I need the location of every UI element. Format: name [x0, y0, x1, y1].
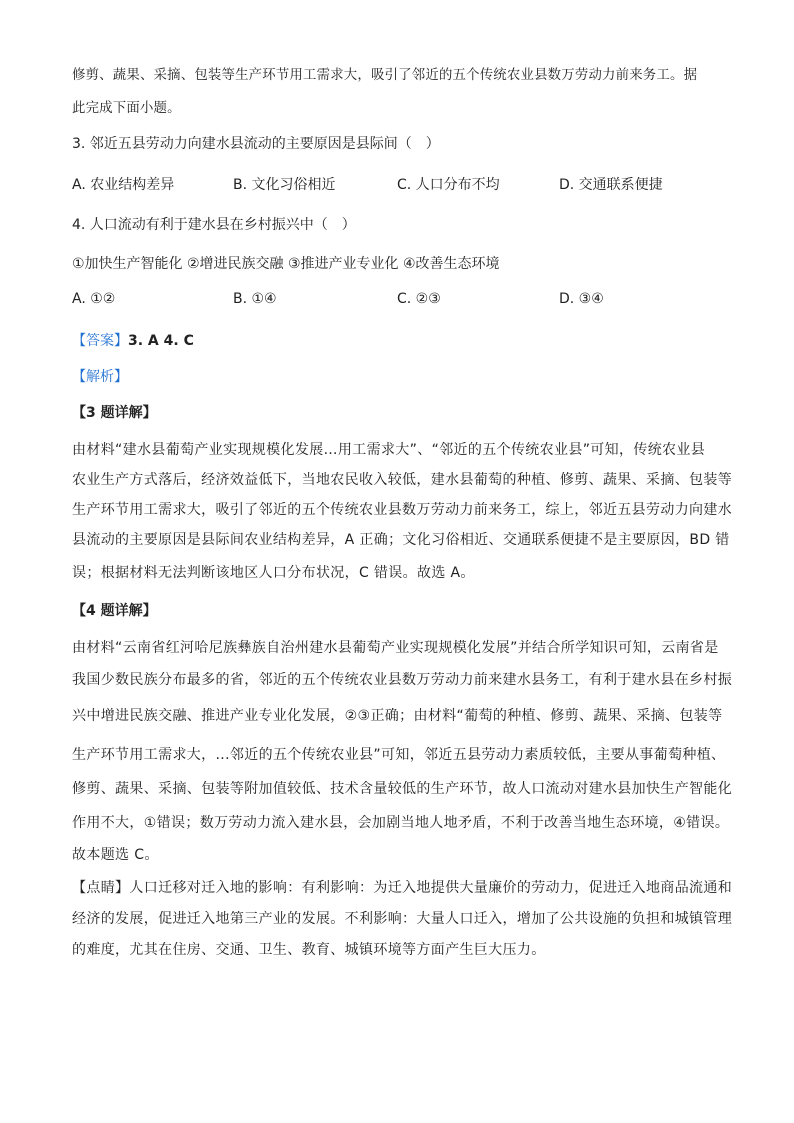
detail-4-line: 修剪、蔬果、采摘、包装等附加值较低、技术含量较低的生产环节，故人口流动对建水县加快生产智能化 [72, 781, 733, 797]
q4-option-d: D. ③④ [559, 291, 604, 307]
detail-4-line: 作用不大，①错误；数万劳动力流入建水县，会加剧当地人地矛盾，不利于改善当地生态环境，④错误。 [72, 815, 730, 831]
answer-value: 3. A 4. C [128, 333, 194, 349]
detail-3-line: 由材料“建水县葡萄产业实现规模化发展…用工需求大”、“邻近的五个传统农业县”可知，传统农业县 [72, 442, 706, 458]
detail-4-heading: 【4 题详解】 [72, 603, 157, 619]
q4-option-c: C. ②③ [397, 291, 441, 307]
note-line: 经济的发展，促进迁入地第三产业的发展。不利影响：大量人口迁入，增加了公共设施的负担和城镇管理 [72, 911, 733, 927]
detail-4-line: 故本题选 C。 [72, 847, 159, 863]
analysis-label: 【解析】 [72, 369, 128, 385]
detail-4-line: 生产环节用工需求大，...邻近的五个传统农业县”可知，邻近五县劳动力素质较低，主要从事葡萄种植、 [72, 747, 726, 763]
detail-4-line: 由材料“云南省红河哈尼族彝族自治州建水县葡萄产业实现规模化发展”并结合所学知识可知，云南省是 [72, 640, 719, 656]
question-3-stem: 3. 邻近五县劳动力向建水县流动的主要原因是县际间（ ） [72, 136, 440, 152]
q3-option-c: C. 人口分布不均 [397, 177, 500, 193]
q3-option-b: B. 文化习俗相近 [233, 177, 336, 193]
intro-line-1: 修剪、蔬果、采摘、包装等生产环节用工需求大，吸引了邻近的五个传统农业县数万劳动力前来务工。据 [72, 68, 698, 83]
note-line: 的难度，尤其在住房、交通、卫生、教育、城镇环境等方面产生巨大压力。 [72, 942, 546, 958]
detail-3-line: 误；根据材料无法判断该地区人口分布状况，C 错误。故选 A。 [72, 565, 475, 581]
question-4-stem: 4. 人口流动有利于建水县在乡村振兴中（ ） [72, 217, 356, 233]
detail-4-line: 我国少数民族分布最多的省，邻近的五个传统农业县数万劳动力前来建水县务工，有利于建水县在乡村振 [72, 672, 733, 688]
q4-option-b: B. ①④ [233, 291, 277, 307]
q4-option-a: A. ①② [72, 291, 116, 307]
q3-option-a: A. 农业结构差异 [72, 177, 175, 193]
answer-line [72, 331, 194, 351]
q3-option-d: D. 交通联系便捷 [559, 177, 663, 193]
detail-4-line: 兴中增进民族交融、推进产业专业化发展，②③正确；由材料“葡萄的种植、修剪、蔬果、采摘、包装等 [72, 708, 723, 724]
detail-3-line: 县流动的主要原因是县际间农业结构差异，A 正确；文化习俗相近、交通联系便捷不是主要原因，BD 错 [72, 532, 730, 548]
detail-3-heading: 【3 题详解】 [72, 405, 157, 421]
question-4-items: ①加快生产智能化 ②增进民族交融 ③推进产业专业化 ④改善生态环境 [72, 256, 500, 272]
answer-label: 【答案】 [72, 333, 128, 349]
intro-line-2: 此完成下面小题。 [72, 101, 181, 116]
note-line: 【点睛】人口迁移对迁入地的影响：有利影响：为迁入地提供大量廉价的劳动力，促进迁入地商品流通和 [72, 880, 733, 896]
detail-3-line: 生产环节用工需求大，吸引了邻近的五个传统农业县数万劳动力前来务工，综上，邻近五县劳动力向建水 [72, 502, 733, 518]
detail-3-line: 农业生产方式落后，经济效益低下，当地农民收入较低，建水县葡萄的种植、修剪、蔬果、采摘、包装等 [72, 472, 733, 488]
